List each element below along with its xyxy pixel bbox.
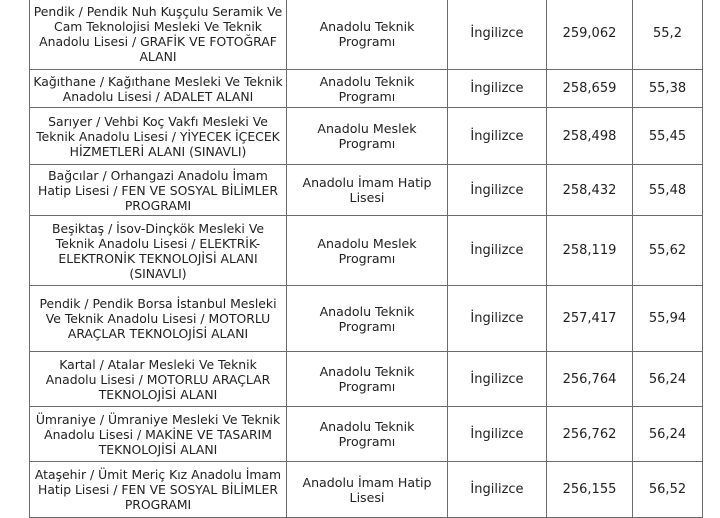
- percentile-cell: 56,24: [633, 352, 703, 407]
- table-row: [30, 70, 703, 108]
- table-row: [30, 407, 703, 462]
- percentile-cell: 55,94: [633, 286, 703, 352]
- language-cell: İngilizce: [448, 352, 547, 407]
- language-cell: İngilizce: [448, 462, 547, 518]
- score-cell: 256,155: [547, 462, 633, 518]
- program-cell: Anadolu Meslek Programı: [287, 216, 448, 286]
- school-score-table: [29, 0, 703, 518]
- score-cell: 258,119: [547, 216, 633, 286]
- score-cell: 256,762: [547, 407, 633, 462]
- score-cell: 258,659: [547, 70, 633, 108]
- school-cell: Ataşehir / Ümit Meriç Kız Anadolu İmam Hatip Lisesi / FEN VE SOSYAL BİLİMLER PROGRAMI: [30, 462, 287, 518]
- percentile-cell: 55,45: [633, 108, 703, 165]
- table-row: [30, 108, 703, 165]
- percentile-cell: 56,24: [633, 407, 703, 462]
- language-cell: İngilizce: [448, 0, 547, 70]
- program-cell: Anadolu Teknik Programı: [287, 0, 448, 70]
- program-cell: Anadolu İmam Hatip Lisesi: [287, 462, 448, 518]
- program-cell: Anadolu Teknik Programı: [287, 407, 448, 462]
- school-cell: Pendik / Pendik Borsa İstanbul Mesleki Ve Teknik Anadolu Lisesi / MOTORLU ARAÇLAR TEKNOLOJİSİ ALANI: [30, 286, 287, 352]
- percentile-cell: 56,52: [633, 462, 703, 518]
- school-cell: Sarıyer / Vehbi Koç Vakfı Mesleki Ve Teknik Anadolu Lisesi / YİYECEK İÇECEK HİZMETLERİ ALANI (SINAVLI): [30, 108, 287, 165]
- program-cell: Anadolu Teknik Programı: [287, 352, 448, 407]
- score-cell: 258,498: [547, 108, 633, 165]
- school-cell: Pendik / Pendik Nuh Kuşçulu Seramik Ve Cam Teknolojisi Mesleki Ve Teknik Anadolu Lisesi / GRAFİK VE FOTOĞRAF ALANI: [30, 0, 287, 70]
- language-cell: İngilizce: [448, 165, 547, 216]
- table-row: [30, 165, 703, 216]
- language-cell: İngilizce: [448, 70, 547, 108]
- program-cell: Anadolu Teknik Programı: [287, 286, 448, 352]
- school-cell: Kartal / Atalar Mesleki Ve Teknik Anadolu Lisesi / MOTORLU ARAÇLAR TEKNOLOJİSİ ALANI: [30, 352, 287, 407]
- language-cell: İngilizce: [448, 216, 547, 286]
- score-cell: 256,764: [547, 352, 633, 407]
- table-row: [30, 286, 703, 352]
- language-cell: İngilizce: [448, 108, 547, 165]
- score-cell: 259,062: [547, 0, 633, 70]
- table-row: [30, 352, 703, 407]
- school-cell: Beşiktaş / İsov-Dinçkök Mesleki Ve Teknik Anadolu Lisesi / ELEKTRİK-ELEKTRONİK TEKNOLOJİSİ ALANI (SINAVLI): [30, 216, 287, 286]
- language-cell: İngilizce: [448, 286, 547, 352]
- program-cell: Anadolu İmam Hatip Lisesi: [287, 165, 448, 216]
- score-cell: 257,417: [547, 286, 633, 352]
- table-row: [30, 462, 703, 518]
- language-cell: İngilizce: [448, 407, 547, 462]
- program-cell: Anadolu Teknik Programı: [287, 70, 448, 108]
- percentile-cell: 55,48: [633, 165, 703, 216]
- score-cell: 258,432: [547, 165, 633, 216]
- table-row: [30, 0, 703, 70]
- school-cell: Ümraniye / Ümraniye Mesleki Ve Teknik Anadolu Lisesi / MAKİNE VE TASARIM TEKNOLOJİSİ ALANI: [30, 407, 287, 462]
- table-row: [30, 216, 703, 286]
- school-cell: Kağıthane / Kağıthane Mesleki Ve Teknik Anadolu Lisesi / ADALET ALANI: [30, 70, 287, 108]
- percentile-cell: 55,62: [633, 216, 703, 286]
- percentile-cell: 55,2: [633, 0, 703, 70]
- percentile-cell: 55,38: [633, 70, 703, 108]
- school-cell: Bağcılar / Orhangazi Anadolu İmam Hatip Lisesi / FEN VE SOSYAL BİLİMLER PROGRAMI: [30, 165, 287, 216]
- program-cell: Anadolu Meslek Programı: [287, 108, 448, 165]
